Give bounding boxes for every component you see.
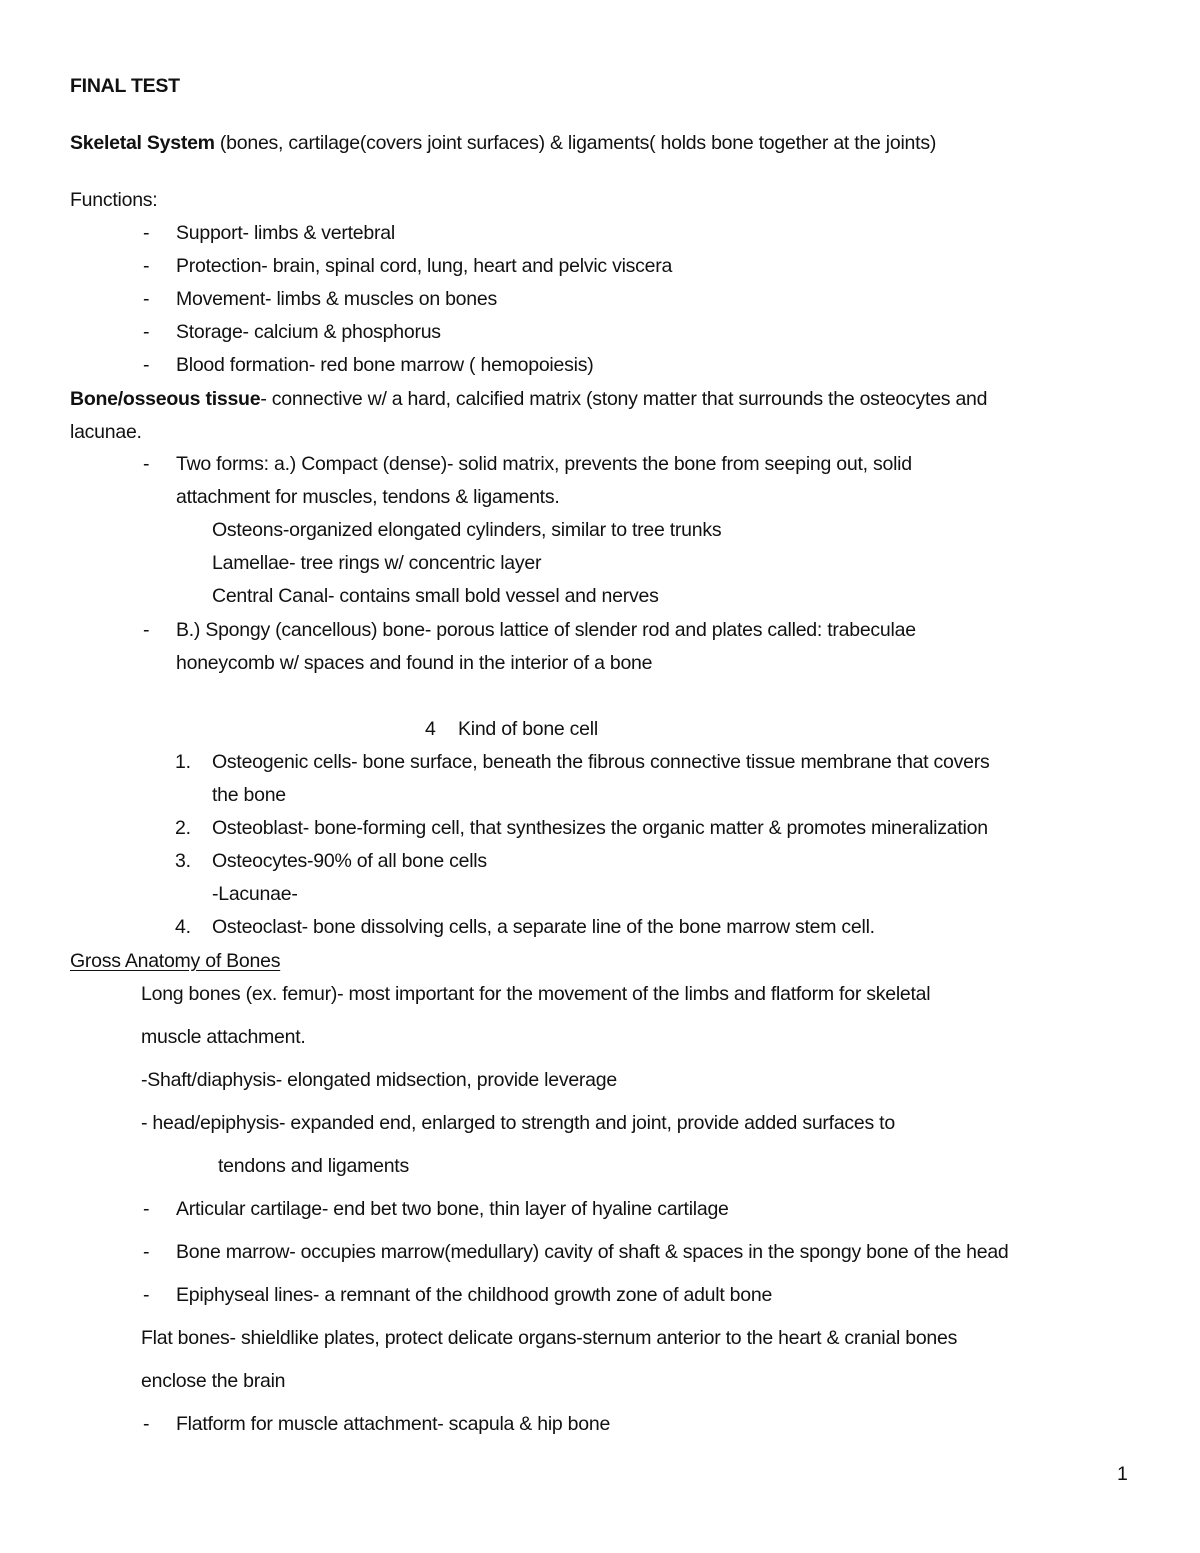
bone-tissue-definition-continued: lacunae. (70, 421, 142, 443)
bone-cell-heading-number: 4 (425, 718, 436, 740)
bullet-dash: - (143, 1198, 150, 1220)
spongy-bone-text-continued: honeycomb w/ spaces and found in the interior of a bone (176, 652, 653, 674)
bone-cell-text: Osteocytes-90% of all bone cells (212, 850, 487, 872)
bullet-dash: - (143, 453, 150, 475)
gross-anatomy-heading: Gross Anatomy of Bones (70, 950, 281, 972)
list-number: 3. (175, 850, 191, 872)
bone-cell-text: Osteogenic cells- bone surface, beneath the fibrous connective tissue membrane that covers (212, 751, 990, 773)
compact-detail: Osteons-organized elongated cylinders, similar to tree trunks (212, 519, 722, 541)
shaft-text: -Shaft/diaphysis- elongated midsection, provide leverage (141, 1069, 617, 1091)
long-bone-item-text: Epiphyseal lines- a remnant of the childhood growth zone of adult bone (176, 1284, 773, 1306)
bullet-dash: - (143, 1241, 150, 1263)
bone-cell-text: Osteoblast- bone-forming cell, that synthesizes the organic matter & promotes mineralization (212, 817, 988, 839)
compact-detail: Lamellae- tree rings w/ concentric layer (212, 552, 542, 574)
bone-cell-text-continued: the bone (212, 784, 286, 806)
list-number: 1. (175, 751, 191, 773)
long-bone-item-text: Articular cartilage- end bet two bone, thin layer of hyaline cartilage (176, 1198, 729, 1220)
long-bone-item-text: Bone marrow- occupies marrow(medullary) cavity of shaft & spaces in the spongy bone of the head (176, 1241, 1009, 1263)
bullet-dash: - (143, 354, 150, 376)
list-number: 4. (175, 916, 191, 938)
compact-bone-text-continued: attachment for muscles, tendons & ligaments. (176, 486, 560, 508)
skeletal-system-term: Skeletal System (70, 132, 215, 154)
long-bones-text: Long bones (ex. femur)- most important for the movement of the limbs and flatform for skeletal (141, 983, 931, 1005)
bullet-dash: - (143, 1413, 150, 1435)
function-item-text: Protection- brain, spinal cord, lung, heart and pelvic viscera (176, 255, 673, 277)
flat-bones-text: Flat bones- shieldlike plates, protect delicate organs-sternum anterior to the heart & cranial bones (141, 1327, 958, 1349)
page-number: 1 (1117, 1463, 1128, 1485)
bone-cell-text-continued: -Lacunae- (212, 883, 298, 905)
bone-tissue-term: Bone/osseous tissue (70, 388, 261, 410)
head-text: - head/epiphysis- expanded end, enlarged to strength and joint, provide added surfaces to (141, 1112, 895, 1134)
list-number: 2. (175, 817, 191, 839)
functions-heading: Functions: (70, 189, 158, 211)
bone-tissue-definition: - connective w/ a hard, calcified matrix (stony matter that surrounds the osteocytes and (260, 388, 988, 410)
long-bones-text-continued: muscle attachment. (141, 1026, 306, 1048)
function-item-text: Blood formation- red bone marrow ( hemopoiesis) (176, 354, 594, 376)
skeletal-system-definition: (bones, cartilage(covers joint surfaces) & ligaments( holds bone together at the joints) (214, 132, 937, 154)
function-item-text: Movement- limbs & muscles on bones (176, 288, 497, 310)
head-text-continued: tendons and ligaments (218, 1155, 409, 1177)
bone-tissue-paragraph (70, 387, 987, 411)
function-item-text: Support- limbs & vertebral (176, 222, 395, 244)
bone-cell-text: Osteoclast- bone dissolving cells, a separate line of the bone marrow stem cell. (212, 916, 875, 938)
bone-cell-heading-text: Kind of bone cell (458, 718, 598, 740)
bullet-dash: - (143, 1284, 150, 1306)
bullet-dash: - (143, 255, 150, 277)
document-title: FINAL TEST (70, 75, 180, 97)
function-item-text: Storage- calcium & phosphorus (176, 321, 441, 343)
bullet-dash: - (143, 321, 150, 343)
flat-bones-text-continued: enclose the brain (141, 1370, 286, 1392)
compact-bone-text: Two forms: a.) Compact (dense)- solid matrix, prevents the bone from seeping out, solid (176, 453, 912, 475)
bullet-dash: - (143, 288, 150, 310)
flat-bone-item-text: Flatform for muscle attachment- scapula & hip bone (176, 1413, 611, 1435)
bullet-dash: - (143, 619, 150, 641)
bullet-dash: - (143, 222, 150, 244)
skeletal-system-paragraph (70, 131, 936, 155)
compact-detail: Central Canal- contains small bold vessel and nerves (212, 585, 659, 607)
spongy-bone-text: B.) Spongy (cancellous) bone- porous lattice of slender rod and plates called: trabeculae (176, 619, 916, 641)
